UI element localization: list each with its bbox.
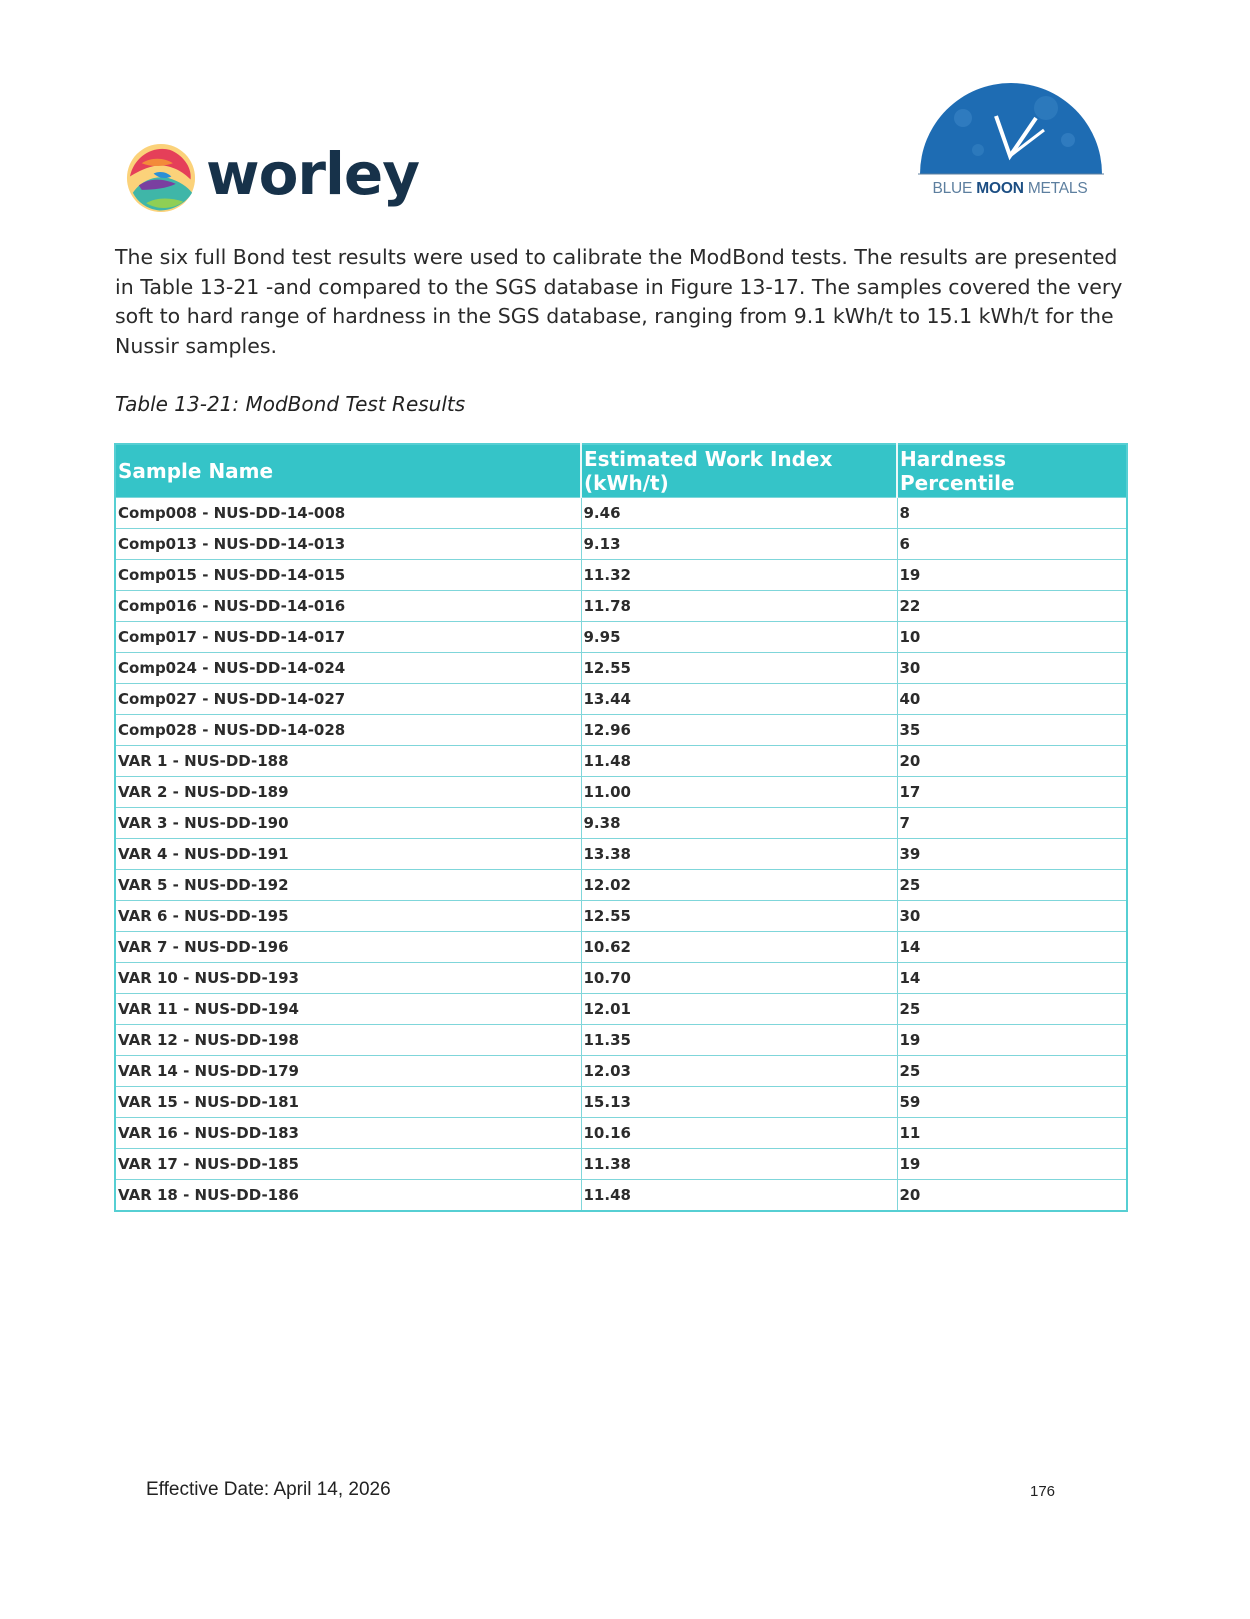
header-work-index: Estimated Work Index (kWh/t)	[581, 444, 897, 498]
blue-moon-metals-wordmark: BLUE MOON METALS	[932, 180, 1088, 197]
worley-swirl-logo-icon	[124, 140, 198, 216]
cell-sample-name: VAR 4 - NUS-DD-191	[115, 839, 581, 870]
table-row	[115, 529, 1127, 560]
cell-work-index: 11.48	[581, 746, 897, 777]
cell-hardness-percentile: 11	[897, 1118, 1127, 1149]
table-row	[115, 560, 1127, 591]
table-row	[115, 622, 1127, 653]
table-row	[115, 932, 1127, 963]
cell-work-index: 11.38	[581, 1149, 897, 1180]
cell-sample-name: VAR 1 - NUS-DD-188	[115, 746, 581, 777]
table-caption: Table 13-21: ModBond Test Results	[115, 392, 466, 416]
cell-hardness-percentile: 14	[897, 963, 1127, 994]
cell-hardness-percentile: 17	[897, 777, 1127, 808]
table-row	[115, 901, 1127, 932]
cell-work-index: 13.38	[581, 839, 897, 870]
cell-hardness-percentile: 10	[897, 622, 1127, 653]
cell-sample-name: VAR 18 - NUS-DD-186	[115, 1180, 581, 1212]
cell-work-index: 12.55	[581, 653, 897, 684]
cell-sample-name: Comp016 - NUS-DD-14-016	[115, 591, 581, 622]
worley-wordmark: worley	[206, 140, 420, 208]
cell-sample-name: VAR 7 - NUS-DD-196	[115, 932, 581, 963]
cell-hardness-percentile: 39	[897, 839, 1127, 870]
cell-sample-name: Comp008 - NUS-DD-14-008	[115, 498, 581, 529]
table-row	[115, 1056, 1127, 1087]
cell-work-index: 12.96	[581, 715, 897, 746]
cell-sample-name: VAR 14 - NUS-DD-179	[115, 1056, 581, 1087]
cell-work-index: 10.62	[581, 932, 897, 963]
table-header-row	[115, 444, 1127, 498]
blue-moon-metals-logo	[910, 78, 1110, 203]
cell-work-index: 11.78	[581, 591, 897, 622]
table-row	[115, 653, 1127, 684]
cell-hardness-percentile: 19	[897, 560, 1127, 591]
cell-sample-name: VAR 2 - NUS-DD-189	[115, 777, 581, 808]
cell-work-index: 12.55	[581, 901, 897, 932]
cell-sample-name: Comp028 - NUS-DD-14-028	[115, 715, 581, 746]
table-row	[115, 1087, 1127, 1118]
cell-hardness-percentile: 25	[897, 870, 1127, 901]
cell-hardness-percentile: 40	[897, 684, 1127, 715]
cell-hardness-percentile: 35	[897, 715, 1127, 746]
table-row	[115, 839, 1127, 870]
table-row	[115, 746, 1127, 777]
cell-hardness-percentile: 25	[897, 1056, 1127, 1087]
cell-sample-name: VAR 16 - NUS-DD-183	[115, 1118, 581, 1149]
header-sample-name: Sample Name	[115, 444, 581, 498]
cell-sample-name: Comp024 - NUS-DD-14-024	[115, 653, 581, 684]
cell-sample-name: VAR 5 - NUS-DD-192	[115, 870, 581, 901]
cell-sample-name: VAR 17 - NUS-DD-185	[115, 1149, 581, 1180]
cell-hardness-percentile: 30	[897, 653, 1127, 684]
table-row	[115, 963, 1127, 994]
cell-work-index: 9.13	[581, 529, 897, 560]
header-hardness-percentile: Hardness Percentile	[897, 444, 1127, 498]
cell-hardness-percentile: 6	[897, 529, 1127, 560]
cell-work-index: 13.44	[581, 684, 897, 715]
cell-hardness-percentile: 7	[897, 808, 1127, 839]
cell-work-index: 11.35	[581, 1025, 897, 1056]
cell-sample-name: VAR 6 - NUS-DD-195	[115, 901, 581, 932]
cell-work-index: 11.48	[581, 1180, 897, 1212]
cell-work-index: 9.38	[581, 808, 897, 839]
cell-work-index: 12.01	[581, 994, 897, 1025]
table-row	[115, 777, 1127, 808]
cell-sample-name: VAR 12 - NUS-DD-198	[115, 1025, 581, 1056]
cell-work-index: 12.02	[581, 870, 897, 901]
table-row	[115, 684, 1127, 715]
table-row	[115, 1180, 1127, 1212]
table-row	[115, 1149, 1127, 1180]
table-row	[115, 591, 1127, 622]
table-row	[115, 808, 1127, 839]
table-row	[115, 994, 1127, 1025]
effective-date: Effective Date: April 14, 2026	[146, 1479, 391, 1500]
cell-work-index: 12.03	[581, 1056, 897, 1087]
cell-work-index: 10.16	[581, 1118, 897, 1149]
table-row	[115, 870, 1127, 901]
cell-work-index: 10.70	[581, 963, 897, 994]
cell-work-index: 9.95	[581, 622, 897, 653]
cell-work-index: 11.32	[581, 560, 897, 591]
intro-paragraph: The six full Bond test results were used to calibrate the ModBond tests. The results are presented in Table 13-21 -and compared to the SGS database in Figure 13-17. The samples covered the very soft to hard range of hardness in the SGS database, ranging from 9.1 kWh/t to 15.1 kWh/t for the Nussir samples.	[115, 245, 1123, 358]
cell-work-index: 11.00	[581, 777, 897, 808]
cell-hardness-percentile: 25	[897, 994, 1127, 1025]
cell-hardness-percentile: 30	[897, 901, 1127, 932]
cell-sample-name: Comp027 - NUS-DD-14-027	[115, 684, 581, 715]
table-row	[115, 1025, 1127, 1056]
blue-moon-logo-icon	[918, 78, 1104, 176]
cell-sample-name: VAR 11 - NUS-DD-194	[115, 994, 581, 1025]
cell-hardness-percentile: 19	[897, 1149, 1127, 1180]
modbond-results-table	[114, 443, 1128, 1212]
cell-sample-name: Comp017 - NUS-DD-14-017	[115, 622, 581, 653]
worley-logo	[124, 138, 444, 218]
cell-hardness-percentile: 14	[897, 932, 1127, 963]
cell-hardness-percentile: 19	[897, 1025, 1127, 1056]
table-row	[115, 715, 1127, 746]
page-number: 176	[1030, 1483, 1056, 1500]
cell-sample-name: VAR 3 - NUS-DD-190	[115, 808, 581, 839]
cell-sample-name: Comp013 - NUS-DD-14-013	[115, 529, 581, 560]
table-row	[115, 1118, 1127, 1149]
cell-work-index: 9.46	[581, 498, 897, 529]
cell-sample-name: VAR 15 - NUS-DD-181	[115, 1087, 581, 1118]
cell-hardness-percentile: 20	[897, 1180, 1127, 1212]
cell-hardness-percentile: 22	[897, 591, 1127, 622]
cell-hardness-percentile: 8	[897, 498, 1127, 529]
table-row	[115, 498, 1127, 529]
cell-sample-name: Comp015 - NUS-DD-14-015	[115, 560, 581, 591]
cell-sample-name: VAR 10 - NUS-DD-193	[115, 963, 581, 994]
cell-work-index: 15.13	[581, 1087, 897, 1118]
cell-hardness-percentile: 59	[897, 1087, 1127, 1118]
cell-hardness-percentile: 20	[897, 746, 1127, 777]
